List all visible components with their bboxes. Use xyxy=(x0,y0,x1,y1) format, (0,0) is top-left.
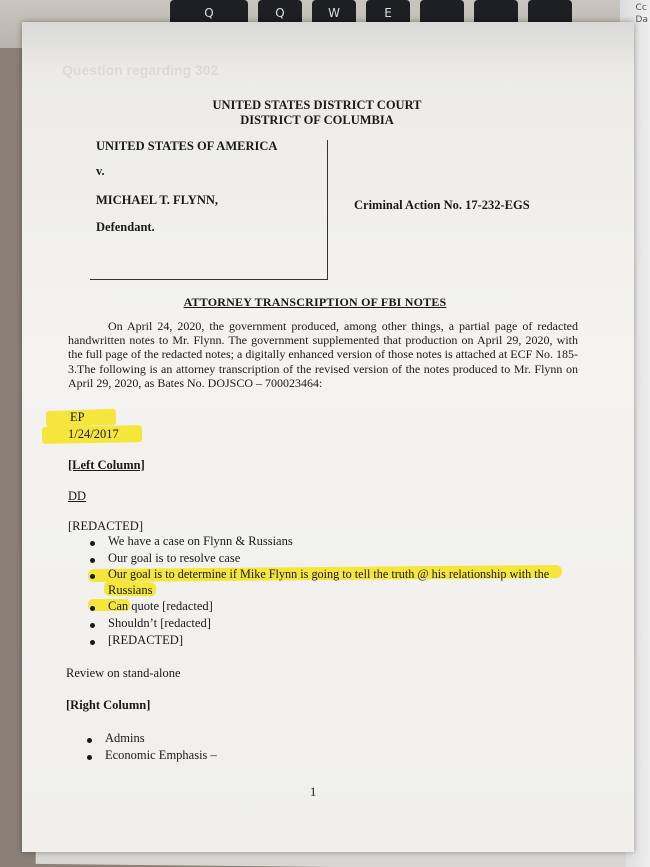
note-bullet: [REDACTED] xyxy=(108,633,183,647)
document-page xyxy=(22,22,634,852)
caption-plaintiff: UNITED STATES OF AMERICA xyxy=(96,139,278,153)
notes-dd: DD xyxy=(68,489,87,503)
right-column-heading: [Right Column] xyxy=(66,698,151,712)
bleed-through-text: Question regarding 302 xyxy=(62,62,219,78)
side-paper-text xyxy=(636,2,648,26)
keyboard-key: Q xyxy=(170,0,248,26)
right-bullet: Admins xyxy=(105,731,145,745)
page-number: 1 xyxy=(310,785,317,799)
note-bullet: We have a case on Flynn & Russians xyxy=(108,534,293,548)
bullet-dot xyxy=(90,606,95,611)
case-caption-box xyxy=(90,140,328,280)
court-district: DISTRICT OF COLUMBIA xyxy=(240,113,394,127)
side-text-line: Cc xyxy=(635,3,647,13)
notes-redacted: [REDACTED] xyxy=(68,519,143,533)
notes-review: Review on stand-alone xyxy=(66,666,181,680)
right-bullet: Economic Emphasis – xyxy=(105,748,217,762)
court-name: UNITED STATES DISTRICT COURT xyxy=(212,98,422,112)
left-column-heading: [Left Column] xyxy=(68,458,145,472)
keyboard-key-q: Q xyxy=(258,0,302,26)
bullet-dot xyxy=(87,755,92,760)
bullet-dot xyxy=(90,574,95,579)
case-number: Criminal Action No. 17-232-EGS xyxy=(354,198,530,212)
keyboard-key-e: E xyxy=(366,0,410,26)
keyboard-key-w: W xyxy=(312,0,356,26)
caption-defendant-label: Defendant. xyxy=(96,220,155,234)
note-bullet: Our goal is to resolve case xyxy=(108,551,241,565)
bullet-dot xyxy=(90,623,95,628)
document-title: ATTORNEY TRANSCRIPTION OF FBI NOTES xyxy=(183,295,447,309)
bullet-dot xyxy=(90,541,95,546)
intro-paragraph: On April 24, 2020, the government produced, among other things, a partial page of redacted handwritten notes to Mr. Flynn. The government supplemented that production on April 29, 2020, with the full page of the redacted notes; a digitally enhanced version of those notes is attached at ECF No. 185-3.The following is an attorney transcription of the revised version of the notes produced to Mr. Flynn on April 29, 2020, as Bates No. DOJSCO – 700023464: xyxy=(68,319,578,390)
side-text-line: Da xyxy=(635,15,648,25)
bullet-dot xyxy=(90,640,95,645)
note-bullet: Our goal is to determine if Mike Flynn is going to tell the truth @ his relationship with the xyxy=(108,567,550,581)
note-bullet: Can quote [redacted] xyxy=(108,599,213,613)
note-bullet-continued: Russians xyxy=(108,583,153,597)
caption-versus: v. xyxy=(96,164,105,178)
caption-defendant-name: MICHAEL T. FLYNN, xyxy=(96,193,219,207)
notes-date: 1/24/2017 xyxy=(68,427,119,441)
bullet-dot xyxy=(87,738,92,743)
bullet-dot xyxy=(90,558,95,563)
notes-initials: EP xyxy=(70,410,85,424)
note-bullet: Shouldn’t [redacted] xyxy=(108,616,211,630)
